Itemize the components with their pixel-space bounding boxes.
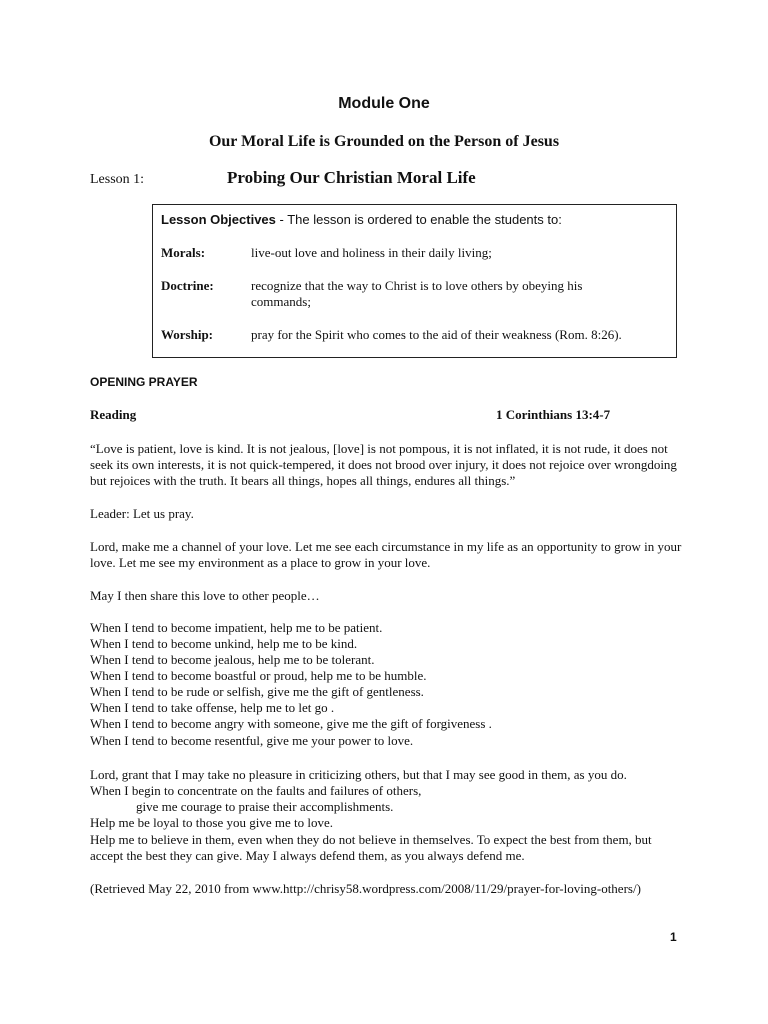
closing-line-indented: give me courage to praise their accomplishments. (136, 799, 394, 814)
believe-paragraph: Help me to believe in them, even when they do not believe in themselves. To expect the best from them, but accept the best they can give. May I always defend them, as you always defend me. (90, 832, 652, 863)
objective-label-worship: Worship: (161, 327, 214, 342)
source-citation: (Retrieved May 22, 2010 from www.http://chrisy58.wordpress.com/2008/11/29/prayer-for-loving-others/) (90, 881, 641, 896)
opening-prayer-heading: OPENING PRAYER (90, 375, 198, 389)
scripture-quote: “Love is patient, love is kind. It is not jealous, [love] is not pompous, it is not inflated, it is not rude, it does not seek its own interests, it is not quick-tempered, it does not brood over injury, it does not rejoice over wrongdoing but rejoices with the truth. It bears all things, hopes all things, endures all things.” (90, 441, 677, 488)
reading-label: Reading (90, 407, 137, 422)
reading-reference: 1 Corinthians 13:4-7 (496, 407, 611, 422)
prayer-channel-paragraph: Lord, make me a channel of your love. Let me see each circumstance in my life as an opportunity to grow in your love. Let me see my environment as a place to grow in your love. (90, 539, 682, 570)
objective-text-morals: live-out love and holiness in their daily living; (251, 245, 492, 260)
closing-line: When I begin to concentrate on the faults and failures of others, (90, 783, 422, 798)
tend-line: When I tend to become jealous, help me to be tolerant. (90, 652, 375, 667)
tend-line: When I tend to become angry with someone, give me the gift of forgiveness . (90, 716, 492, 731)
tend-line: When I tend to become boastful or proud, help me to be humble. (90, 668, 427, 683)
share-line: May I then share this love to other people… (90, 588, 320, 603)
lesson-label: Lesson 1: (90, 172, 145, 187)
closing-line: Lord, grant that I may take no pleasure in criticizing others, but that I may see good in them, as you do. (90, 767, 627, 782)
objectives-heading-bold: Lesson Objectives (161, 212, 276, 227)
module-title: Module One (338, 95, 430, 112)
objective-text-worship: pray for the Spirit who comes to the aid of their weakness (Rom. 8:26). (251, 327, 622, 342)
objective-label-doctrine: Doctrine: (161, 278, 214, 293)
tend-line: When I tend to take offense, help me to let go . (90, 700, 335, 715)
objective-label-morals: Morals: (161, 245, 206, 260)
objective-text-doctrine: recognize that the way to Christ is to love others by obeying his commands; (251, 278, 583, 309)
lesson-title: Probing Our Christian Moral Life (227, 168, 476, 187)
objectives-heading-rest: - The lesson is ordered to enable the students to: (275, 212, 562, 227)
tend-line: When I tend to become unkind, help me to be kind. (90, 636, 358, 651)
tend-line: When I tend to become impatient, help me to be patient. (90, 620, 383, 635)
tend-line: When I tend to be rude or selfish, give me the gift of gentleness. (90, 684, 424, 699)
main-title: Our Moral Life is Grounded on the Person of Jesus (208, 133, 560, 150)
objectives-heading (161, 212, 562, 228)
page-number: 1 (670, 930, 677, 944)
tend-line: When I tend to become resentful, give me your power to love. (90, 733, 414, 748)
closing-line: Help me be loyal to those you give me to love. (90, 815, 333, 830)
leader-line: Leader: Let us pray. (90, 506, 194, 521)
